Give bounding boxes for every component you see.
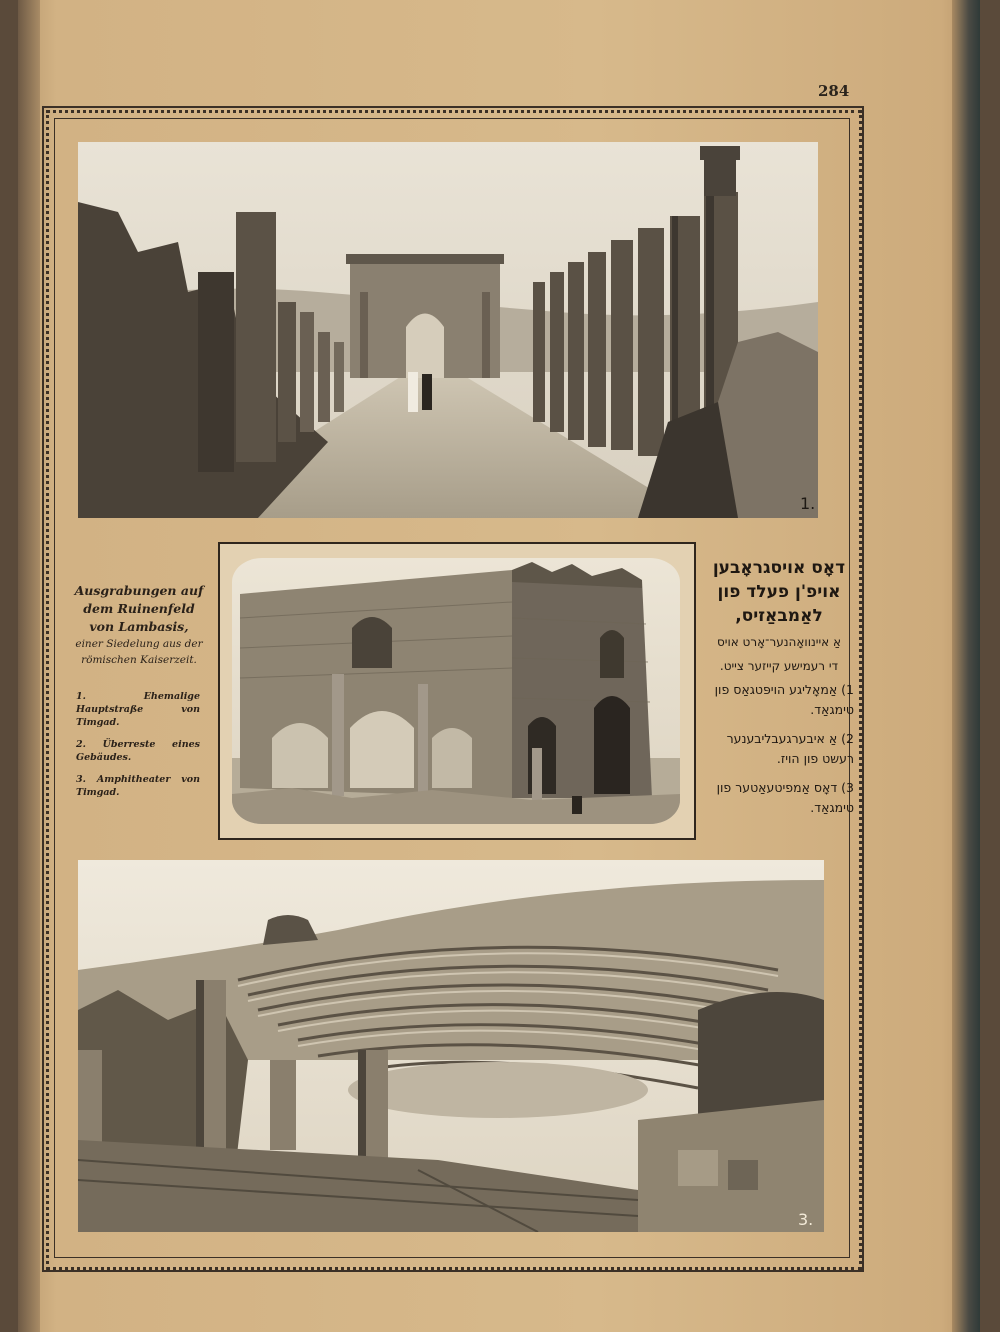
caption-german: [70, 582, 208, 668]
binding-gutter: [18, 0, 40, 1332]
legend-item: 3. Amphitheater von Timgad.: [76, 774, 200, 798]
legend-item: 1. Ehemalige Hauptstraße von Timgad.: [76, 691, 200, 728]
page-number: 284: [818, 82, 850, 100]
caption-title-line: לאַמבאַזיס,: [735, 606, 823, 626]
photo-arched-building: [232, 558, 680, 824]
caption-subtitle-line: אַ איינוואָהנער־אָרט אויס: [716, 635, 841, 649]
caption-title-line: dem Ruinenfeld: [83, 601, 195, 616]
caption-subtitle-line: די רעמישע קייזער צייט.: [719, 659, 839, 673]
photo-number-label: 3.: [798, 1210, 814, 1229]
legend-german: [76, 690, 200, 808]
caption-subtitle-line: einer Siedelung aus der: [75, 638, 203, 650]
caption-title-line: von Lambasis,: [89, 619, 189, 634]
caption-yiddish: [706, 556, 852, 676]
legend-item: 2. Überreste eines Gebäudes.: [76, 739, 200, 763]
legend-item: 1) אַמאָליגע הויפּטגאַס פון טימגאַד.: [714, 682, 854, 717]
photo-number-label: 1.: [800, 494, 816, 513]
photo-amphitheater: [78, 860, 824, 1232]
caption-subtitle-line: römischen Kaiserzeit.: [81, 654, 197, 666]
caption-title-line: דאָס אויסגראָבען: [712, 558, 846, 578]
legend-item: 3) דאָס אַמפיטעאַטער פון טימגאַד.: [716, 780, 854, 815]
legend-item: 2) אַ איבערגעבליבענער רעשט פון הויז.: [726, 731, 854, 766]
photo-colonnade-street: [78, 142, 818, 518]
caption-title-line: אויפ'ן פעלד פון: [717, 582, 841, 602]
caption-title-line: Ausgrabungen auf: [74, 583, 204, 598]
legend-yiddish: [708, 680, 854, 827]
book-cover-edge: [952, 0, 980, 1332]
